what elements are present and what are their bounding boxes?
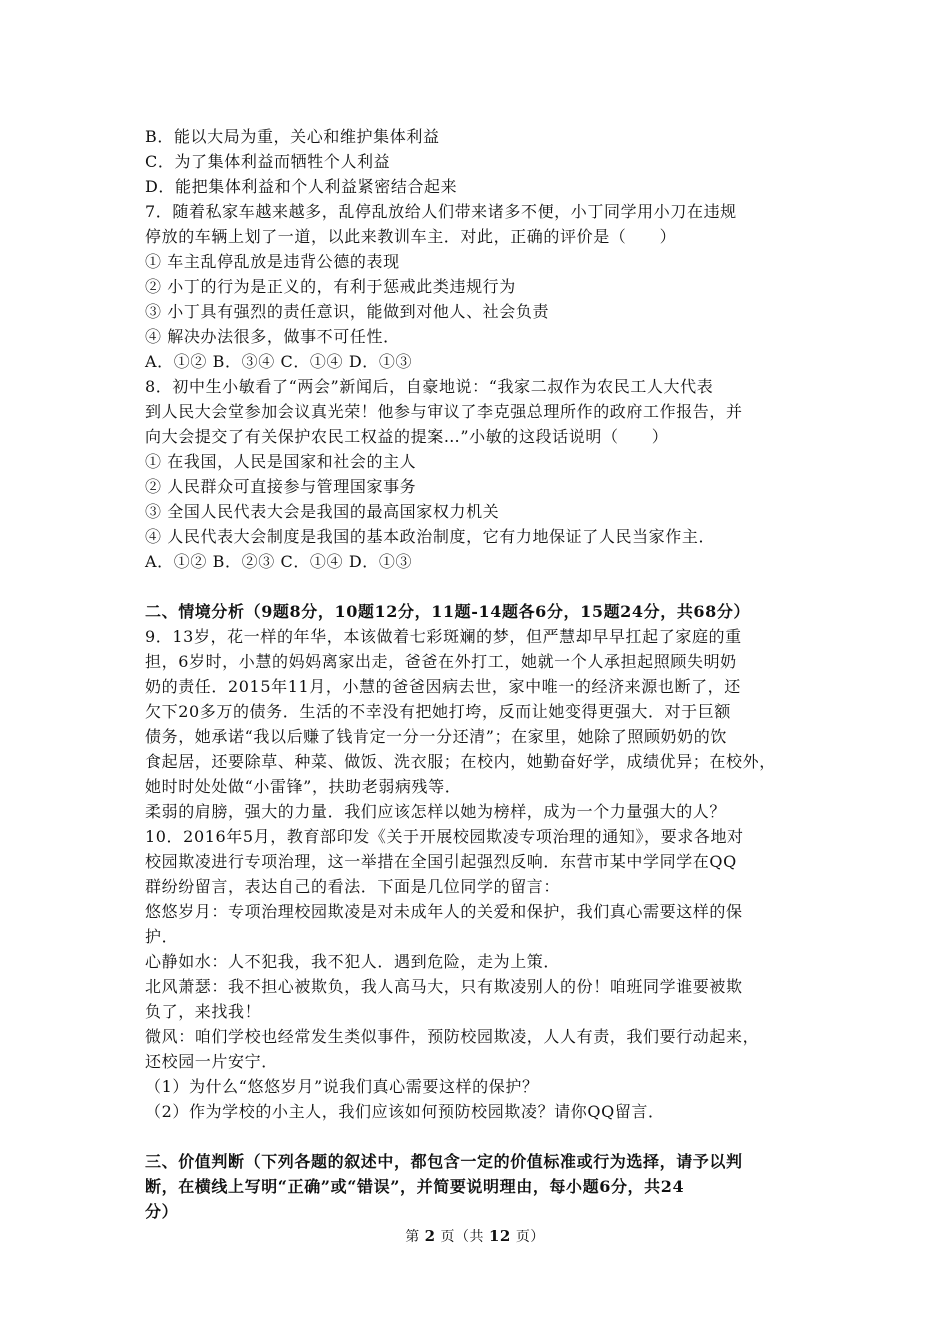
- question-8-line-1: 8．初中生小敏看了“两会”新闻后，自豪地说：“我家二叔作为农民工人大代表: [145, 377, 714, 396]
- section-3-heading-line-2: 断，在横线上写明“正确”或“错误”，并简要说明理由，每小题6分，共24: [145, 1177, 685, 1196]
- question-10-line-2: 校园欺凌进行专项治理，这一举措在全国引起强烈反响．东营市某中学同学在QQ: [145, 852, 737, 871]
- question-10-line-1: 10．2016年5月，教育部印发《关于开展校园欺凌专项治理的通知》，要求各地对: [145, 827, 744, 846]
- question-9-line-6: 食起居，还要除草、种菜、做饭、洗衣服；在校内，她勤奋好学，成绩优异；在校外，: [145, 752, 776, 771]
- question-9-line-4: 欠下20多万的债务．生活的不幸没有把她打垮，反而让她变得更强大．对于巨额: [145, 702, 731, 721]
- comment-youyou-line-2: 护．: [145, 927, 179, 946]
- comment-weifeng-line-1: 微风：咱们学校也经常发生类似事件，预防校园欺凌，人人有责，我们要行动起来，: [145, 1027, 760, 1046]
- comment-weifeng-line-2: 还校园一片安宁．: [145, 1052, 278, 1071]
- comment-beifeng-line-1: 北风萧瑟：我不担心被欺负，我人高马大，只有欺凌别人的份！咱班同学谁要被欺: [145, 977, 743, 996]
- question-9-line-5: 债务，她承诺“我以后赚了钱肯定一分一分还清”；在家里，她除了照顾奶奶的饮: [145, 727, 727, 746]
- option-b-q6: B．能以大局为重，关心和维护集体利益: [145, 127, 440, 146]
- q8-statement-2: ② 人民群众可直接参与管理国家事务: [145, 477, 417, 496]
- q8-statement-3: ③ 全国人民代表大会是我国的最高国家权力机关: [145, 502, 500, 521]
- footer-page-number: 2: [424, 1227, 436, 1245]
- q7-statement-4: ④ 解决办法很多，做事不可任性．: [145, 327, 400, 346]
- q7-statement-3: ③ 小丁具有强烈的责任意识，能做到对他人、社会负责: [145, 302, 550, 321]
- page-body: [145, 124, 815, 1224]
- question-9-prompt: 柔弱的肩膀，强大的力量．我们应该怎样以她为榜样，成为一个力量强大的人？: [145, 802, 727, 821]
- question-9-line-2: 担，6岁时，小慧的妈妈离家出走，爸爸在外打工，她就一个人承担起照顾失明奶: [145, 652, 737, 671]
- q7-statement-2: ② 小丁的行为是正义的，有利于惩戒此类违规行为: [145, 277, 516, 296]
- q8-statement-4: ④ 人民代表大会制度是我国的基本政治制度，它有力地保证了人民当家作主．: [145, 527, 716, 546]
- q8-answer-options: A．①② B．②③ C．①④ D．①③: [145, 552, 413, 571]
- footer-total-pages: 12: [488, 1227, 511, 1245]
- question-10-sub-1: （1）为什么“悠悠岁月”说我们真心需要这样的保护？: [145, 1077, 539, 1096]
- section-3-heading-line-3: 分）: [145, 1202, 179, 1221]
- q8-statement-1: ① 在我国，人民是国家和社会的主人: [145, 452, 417, 471]
- comment-youyou-line-1: 悠悠岁月：专项治理校园欺凌是对未成年人的关爱和保护，我们真心需要这样的保: [145, 902, 743, 921]
- q7-answer-options: A．①② B．③④ C．①④ D．①③: [145, 352, 413, 371]
- question-8-line-3: 向大会提交了有关保护农民工权益的提案…”小敏的这段话说明（ ）: [145, 427, 669, 446]
- question-9-line-3: 奶的责任．2015年11月，小慧的爸爸因病去世，家中唯一的经济来源也断了，还: [145, 677, 741, 696]
- footer-suffix: 页）: [515, 1229, 545, 1245]
- section-3-heading-line-1: 三、价值判断（下列各题的叙述中，都包含一定的价值标准或行为选择，请予以判: [145, 1152, 743, 1171]
- comment-xinjing: 心静如水：人不犯我，我不犯人．遇到危险，走为上策．: [145, 952, 561, 971]
- question-8-line-2: 到人民大会堂参加会议真光荣！他参与审议了李克强总理所作的政府工作报告，并: [145, 402, 743, 421]
- question-7-line-2: 停放的车辆上划了一道，以此来教训车主．对此，正确的评价是（ ）: [145, 227, 677, 246]
- question-10-sub-2: （2）作为学校的小主人，我们应该如何预防校园欺凌？请你QQ留言．: [145, 1102, 665, 1121]
- footer-prefix: 第: [405, 1229, 420, 1245]
- page-footer: [0, 1226, 950, 1247]
- section-2-heading: 二、情境分析（9题8分，10题12分，11题-14题各6分，15题24分，共68分）: [145, 602, 751, 621]
- question-7-line-1: 7．随着私家车越来越多，乱停乱放给人们带来诸多不便，小丁同学用小刀在违规: [145, 202, 737, 221]
- comment-beifeng-line-2: 负了，来找我！: [145, 1002, 262, 1021]
- q7-statement-1: ① 车主乱停乱放是违背公德的表现: [145, 252, 400, 271]
- footer-middle: 页（共: [440, 1229, 485, 1245]
- option-c-q6: C．为了集体利益而牺牲个人利益: [145, 152, 391, 171]
- question-10-line-3: 群纷纷留言，表达自己的看法．下面是几位同学的留言：: [145, 877, 561, 896]
- question-9-line-1: 9．13岁，花一样的年华，本该做着七彩斑斓的梦，但严慧却早早扛起了家庭的重: [145, 627, 742, 646]
- section-spacer: [145, 1124, 815, 1149]
- option-d-q6: D．能把集体利益和个人利益紧密结合起来: [145, 177, 458, 196]
- section-spacer: [145, 574, 815, 599]
- question-9-line-7: 她时时处处做“小雷锋”，扶助老弱病残等．: [145, 777, 462, 796]
